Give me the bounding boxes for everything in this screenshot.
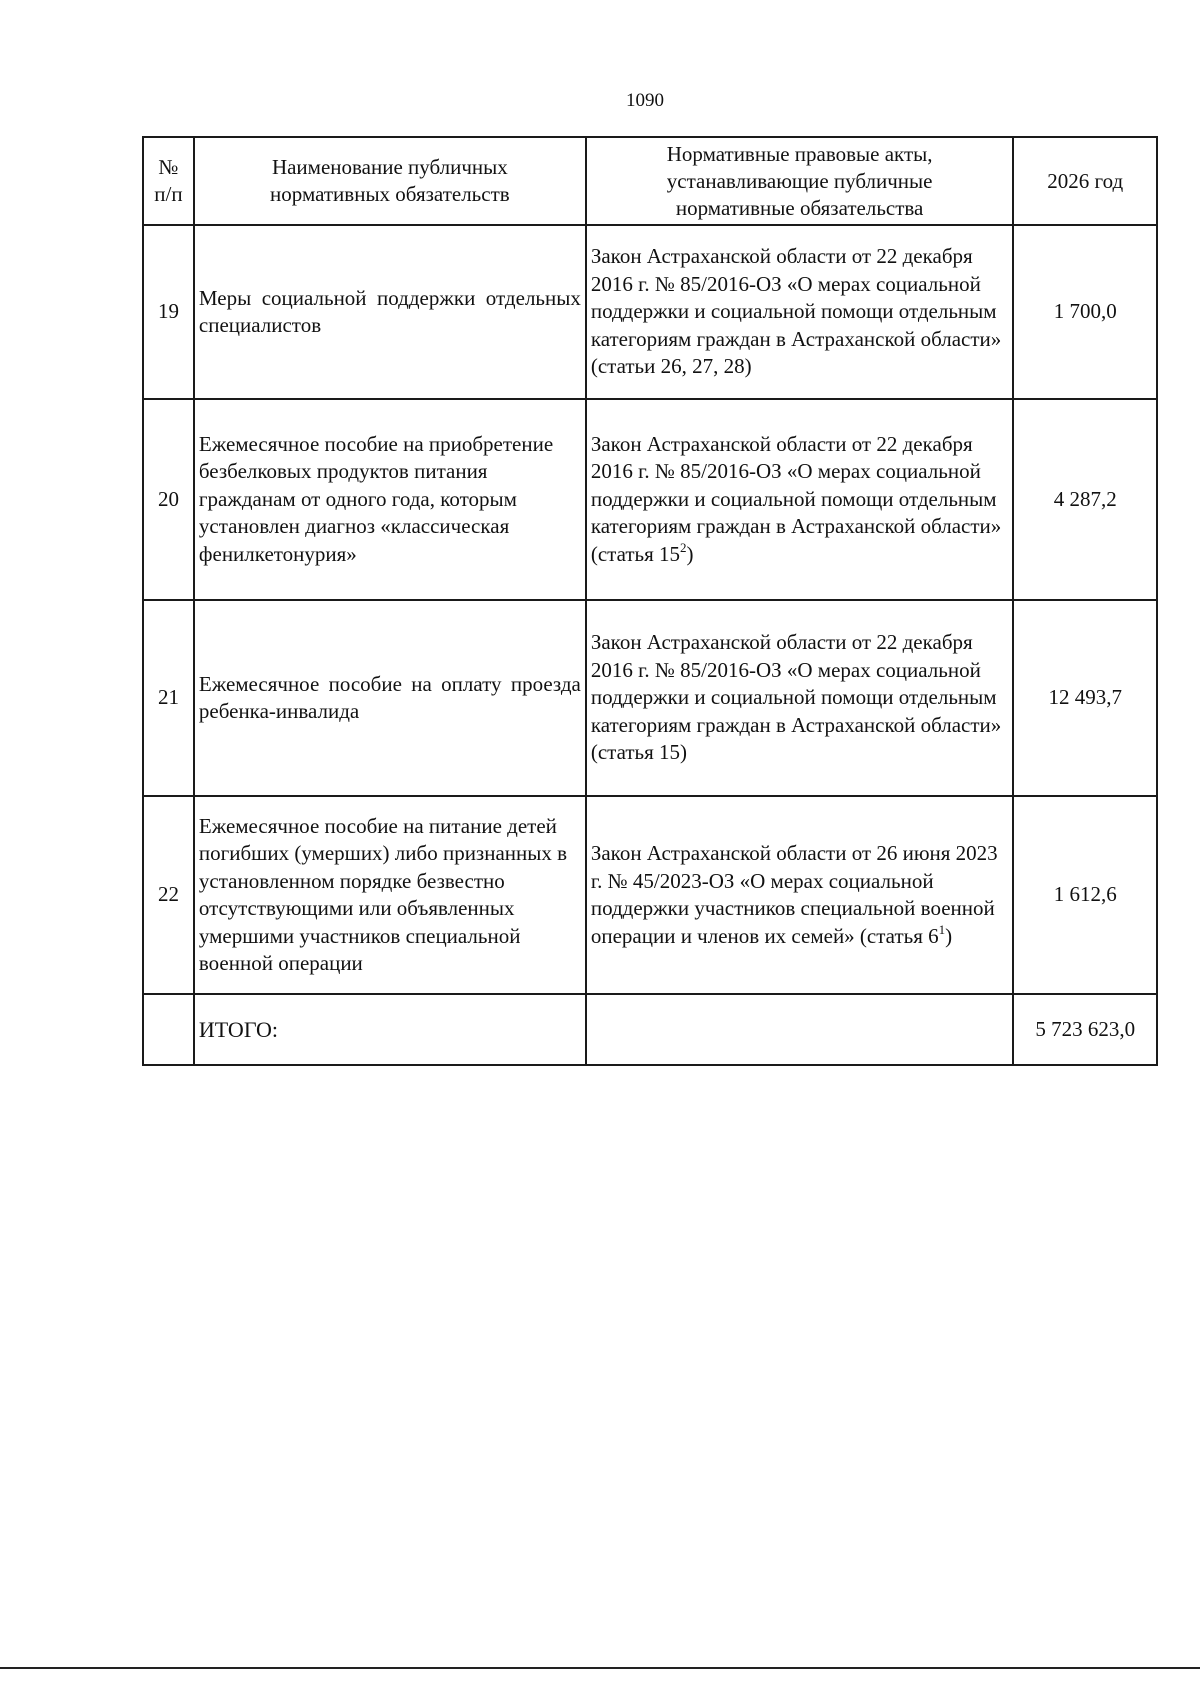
header-name (194, 137, 586, 225)
row-amount: 12 493,7 (1013, 600, 1157, 796)
row-act (586, 399, 1014, 600)
total-row (143, 994, 1157, 1065)
header-acts-text: Нормативные правовые акты, устанавливающие публичные нормативные обязательства (666, 141, 933, 220)
row-name: Ежемесячное пособие на питание детей погибших (умерших) либо признанных в установленном порядке безвестно отсутствующими или объявленных умершими участников специальной военной операции (194, 796, 586, 994)
footer-divider (0, 1667, 1200, 1669)
row-act-text: Закон Астраханской области от 22 декабря 2016 г. № 85/2016-ОЗ «О мерах социальной поддержки и социальной помощи отдельным категориям граждан в Астраханской области» (статья 15) (590, 630, 1002, 765)
header-acts (586, 137, 1014, 225)
total-num-empty (143, 994, 194, 1065)
row-act-text: Закон Астраханской области от 22 декабря 2016 г. № 85/2016-ОЗ «О мерах социальной поддержки и социальной помощи отдельным категориям граждан в Астраханской области» (статья 15 (590, 431, 1002, 566)
table-header-row (143, 137, 1157, 225)
row-act (586, 600, 1014, 796)
total-act-empty (586, 994, 1014, 1065)
row-amount: 1 700,0 (1013, 225, 1157, 399)
total-amount: 5 723 623,0 (1013, 994, 1157, 1065)
table-row (143, 225, 1157, 399)
row-amount: 4 287,2 (1013, 399, 1157, 600)
table-row (143, 399, 1157, 600)
header-amount: 2026 год (1013, 137, 1157, 225)
row-act-superscript: 2 (680, 539, 687, 555)
row-act-superscript: 1 (938, 921, 946, 937)
row-act-tail: ) (945, 923, 953, 948)
total-label: ИТОГО: (194, 994, 586, 1065)
row-act-text: Закон Астраханской области от 26 июня 2023 г. № 45/2023-ОЗ «О мерах социальной поддержки участников специальной военной операции и членов их семей» (статья 6 (590, 841, 998, 948)
row-num: 22 (143, 796, 194, 994)
header-num: № п/п (143, 137, 194, 225)
row-name: Меры социальной поддержки отдельных специалистов (194, 225, 586, 399)
row-name: Ежемесячное пособие на оплату проезда ребенка-инвалида (194, 600, 586, 796)
row-name: Ежемесячное пособие на приобретение безбелковых продуктов питания гражданам от одного года, которым установлен диагноз «классическая фенилкетонурия» (194, 399, 586, 600)
table-row (143, 796, 1157, 994)
row-num: 19 (143, 225, 194, 399)
row-act-text: Закон Астраханской области от 22 декабря 2016 г. № 85/2016-ОЗ «О мерах социальной поддержки и социальной помощи отдельным категориям граждан в Астраханской области» (статьи 26, 27, 28) (590, 244, 1002, 379)
row-amount: 1 612,6 (1013, 796, 1157, 994)
header-name-text: Наименование публичных нормативных обязательств (270, 155, 510, 206)
row-act (586, 225, 1014, 399)
row-act (586, 796, 1014, 994)
table-row (143, 600, 1157, 796)
page-number: 1090 (626, 90, 664, 111)
row-num: 21 (143, 600, 194, 796)
row-num: 20 (143, 399, 194, 600)
row-act-tail: ) (686, 541, 694, 566)
obligations-table (142, 136, 1158, 1066)
